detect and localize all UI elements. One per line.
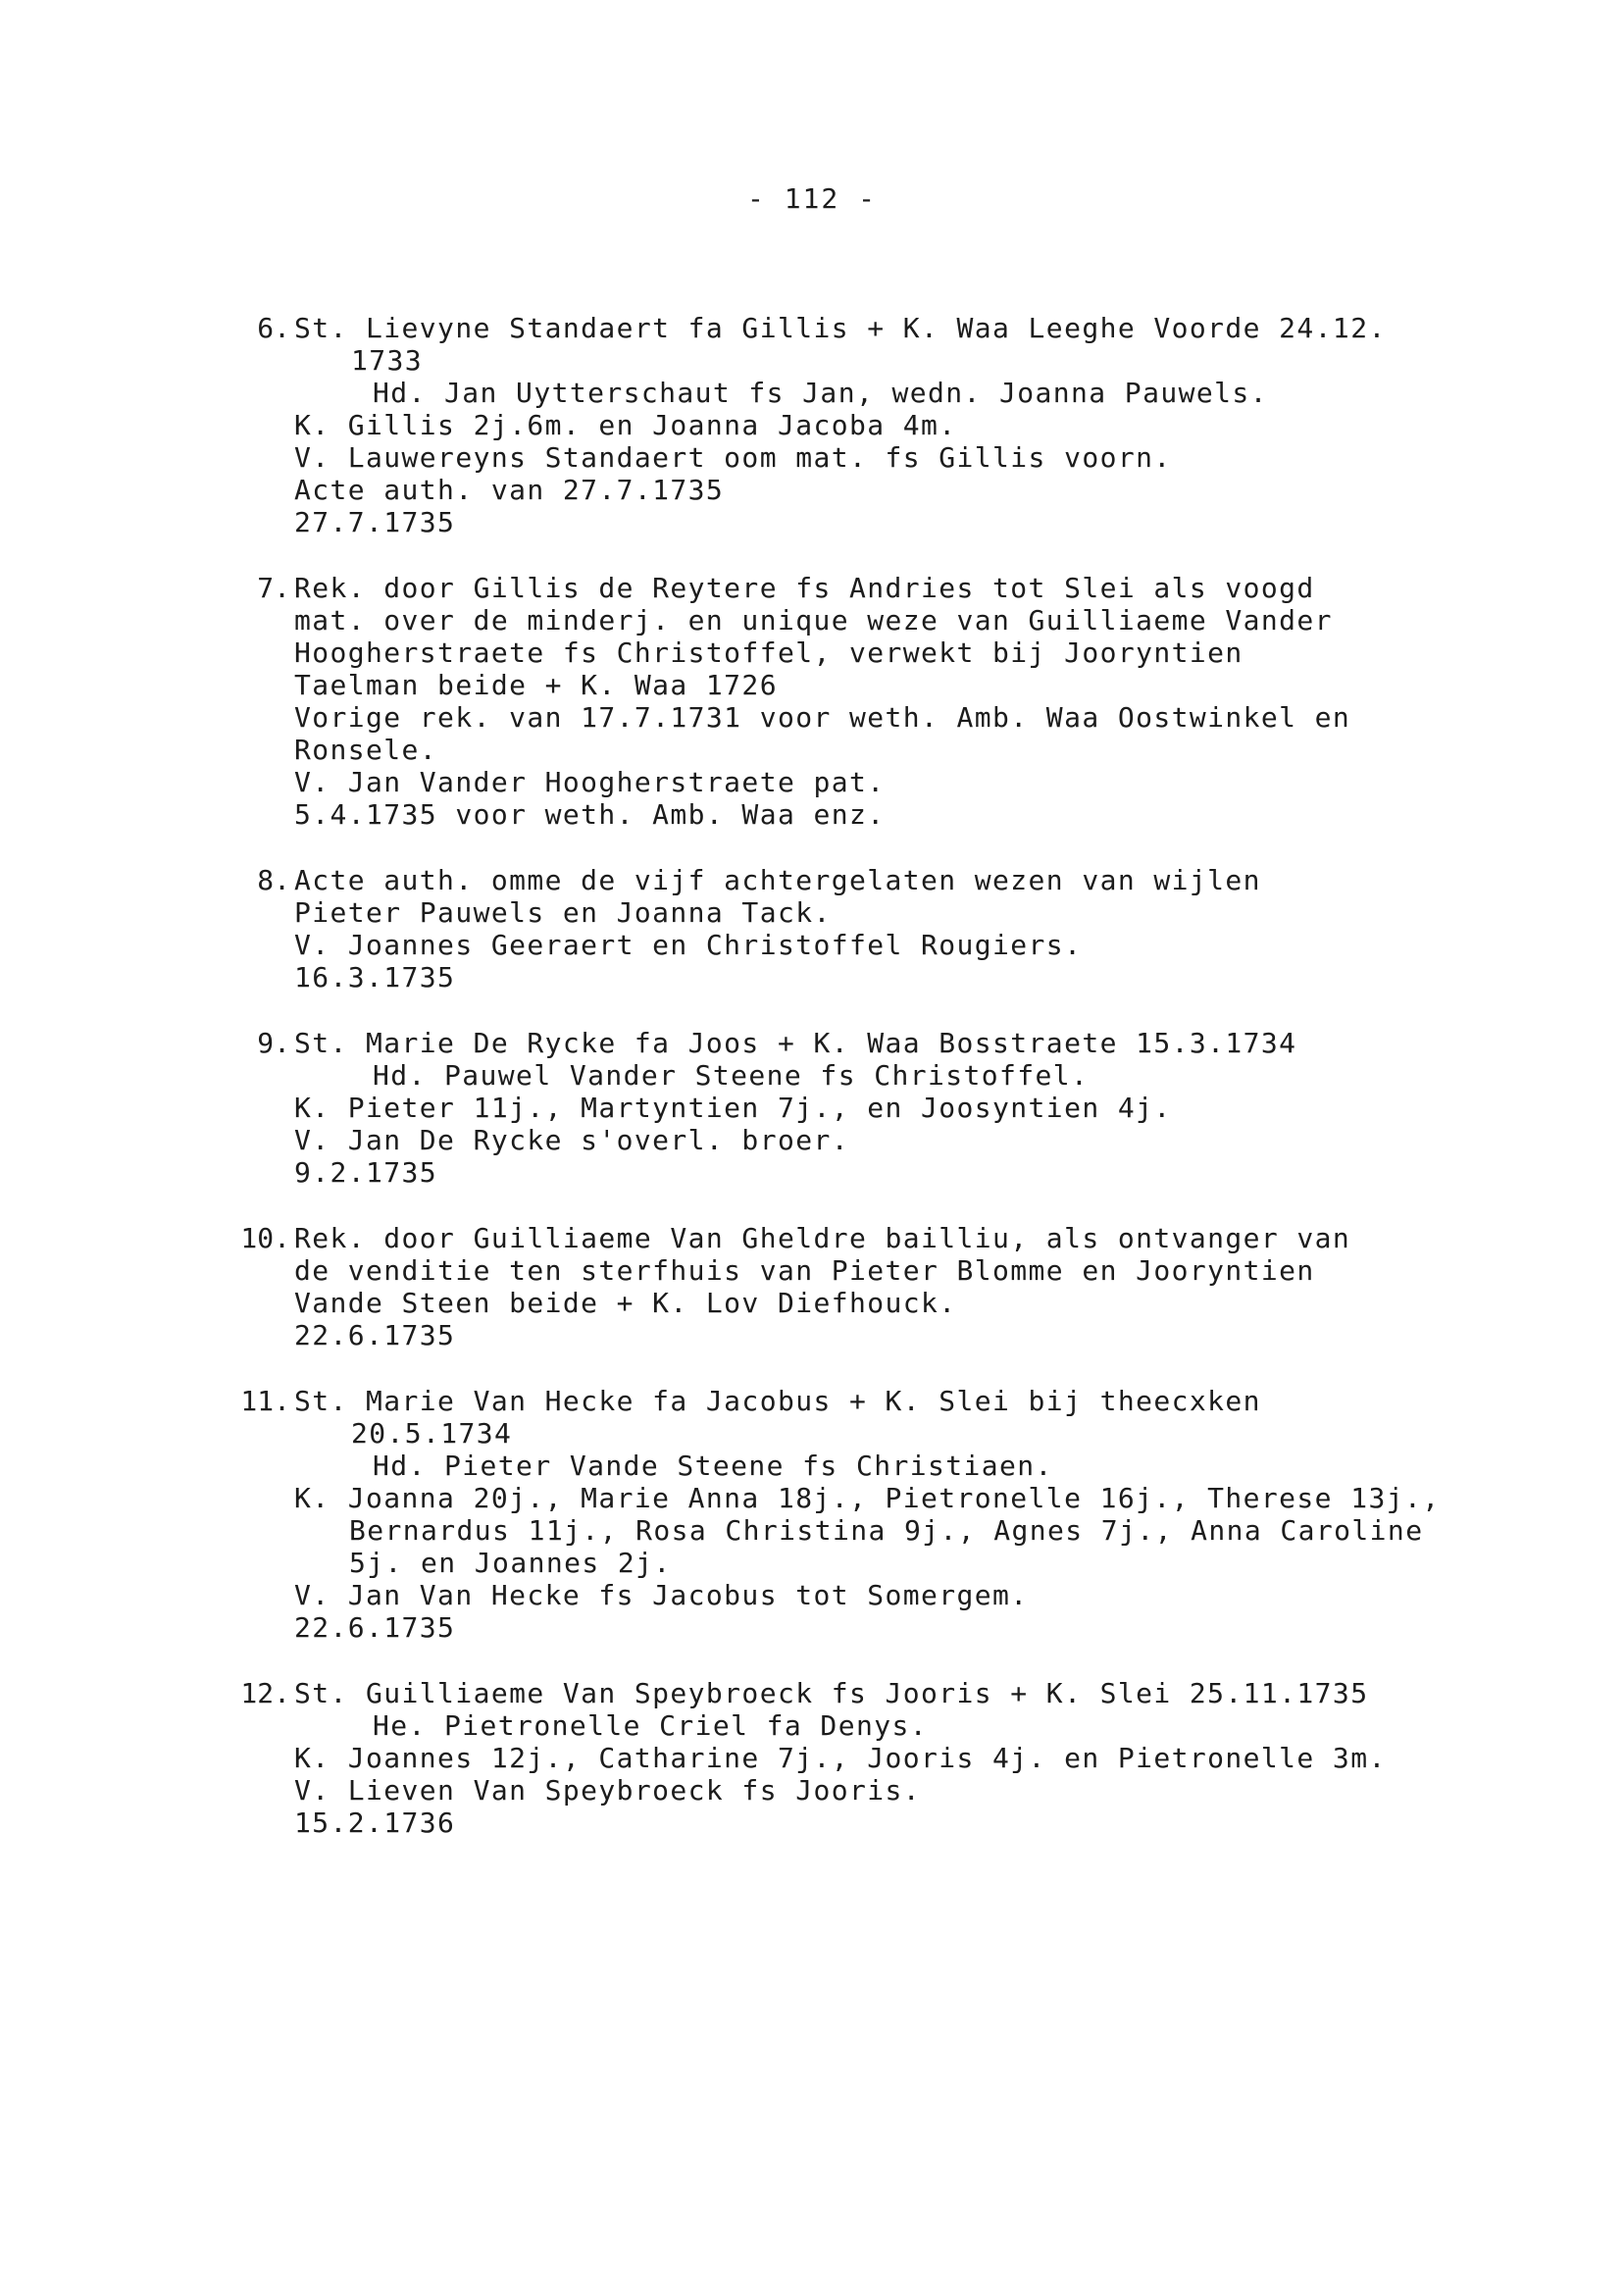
entry-line: Hd. Pieter Vande Steene fs Christiaen. (373, 1450, 1053, 1482)
entry-line: 20.5.1734 (351, 1417, 513, 1450)
entry-line: 1733 (351, 344, 424, 377)
entry-line: Rek. door Guilliaeme Van Gheldre bailliu, als ontvanger van (294, 1222, 1351, 1254)
entry-line: He. Pietronelle Criel fa Denys. (373, 1709, 928, 1742)
entry-line: Ronsele. (294, 734, 438, 766)
entry-line: Hoogherstraete fs Christoffel, verwekt bij Jooryntien (294, 636, 1243, 669)
entry-line: Acte auth. omme de vijf achtergelaten wezen van wijlen (294, 864, 1261, 896)
entry-line: 22.6.1735 (294, 1611, 456, 1644)
entry-number: 10. (240, 1222, 290, 1254)
entry-line: St. Marie De Rycke fa Joos + K. Waa Bosstraete 15.3.1734 (294, 1027, 1297, 1059)
entry-list (0, 312, 1624, 1872)
entry-line: 5.4.1735 voor weth. Amb. Waa enz. (294, 798, 886, 831)
entry (0, 1385, 1624, 1644)
entry-line: K. Gillis 2j.6m. en Joanna Jacoba 4m. (294, 409, 957, 441)
entry-number: 6. (257, 312, 290, 344)
entry (0, 1222, 1624, 1351)
entry-number: 9. (257, 1027, 290, 1059)
entry (0, 312, 1624, 538)
entry-line: 16.3.1735 (294, 961, 456, 993)
entry-number: 8. (257, 864, 290, 896)
entry-line: Hd. Pauwel Vander Steene fs Christoffel. (373, 1059, 1090, 1092)
entry-line: Taelman beide + K. Waa 1726 (294, 669, 778, 701)
entry-line: St. Guilliaeme Van Speybroeck fs Jooris + K. Slei 25.11.1735 (294, 1677, 1369, 1709)
entry-line: 9.2.1735 (294, 1156, 438, 1189)
entry-line: Vande Steen beide + K. Lov Diefhouck. (294, 1287, 957, 1319)
entry-line: V. Lieven Van Speybroeck fs Jooris. (294, 1774, 922, 1807)
entry-line: K. Joanna 20j., Marie Anna 18j., Pietronelle 16j., Therese 13j., (294, 1482, 1441, 1514)
entry (0, 1027, 1624, 1189)
entry-line: St. Lievyne Standaert fa Gillis + K. Waa Leeghe Voorde 24.12. (294, 312, 1387, 344)
entry-line: 15.2.1736 (294, 1807, 456, 1839)
entry (0, 864, 1624, 993)
page-number: - 112 - (746, 182, 877, 215)
entry-line: Rek. door Gillis de Reytere fs Andries tot Slei als voogd (294, 572, 1315, 604)
entry-line: V. Joannes Geeraert en Christoffel Rougiers. (294, 929, 1083, 961)
entry-line: V. Jan Van Hecke fs Jacobus tot Somergem. (294, 1579, 1029, 1611)
entry-number: 12. (240, 1677, 290, 1709)
entry-line: Vorige rek. van 17.7.1731 voor weth. Amb. Waa Oostwinkel en (294, 701, 1351, 734)
entry-line: K. Joannes 12j., Catharine 7j., Jooris 4j. en Pietronelle 3m. (294, 1742, 1387, 1774)
entry-line: St. Marie Van Hecke fa Jacobus + K. Slei bij theecxken (294, 1385, 1261, 1417)
entry (0, 1677, 1624, 1839)
entry-line: de venditie ten sterfhuis van Pieter Blomme en Jooryntien (294, 1254, 1315, 1287)
entry-line: 27.7.1735 (294, 506, 456, 538)
entry-line: 5j. en Joannes 2j. (349, 1547, 672, 1579)
entry-line: Pieter Pauwels en Joanna Tack. (294, 896, 832, 929)
entry-line: V. Jan Vander Hoogherstraete pat. (294, 766, 886, 798)
entry-line: Bernardus 11j., Rosa Christina 9j., Agnes 7j., Anna Caroline (349, 1514, 1424, 1547)
entry-line: V. Jan De Rycke s'overl. broer. (294, 1124, 849, 1156)
entry-number: 7. (257, 572, 290, 604)
entry-number: 11. (240, 1385, 290, 1417)
entry-line: Hd. Jan Uytterschaut fs Jan, wedn. Joanna Pauwels. (373, 377, 1268, 409)
entry-line: mat. over de minderj. en unique weze van Guilliaeme Vander (294, 604, 1333, 636)
entry-line: V. Lauwereyns Standaert oom mat. fs Gillis voorn. (294, 441, 1172, 474)
entry-line: 22.6.1735 (294, 1319, 456, 1351)
entry (0, 572, 1624, 831)
entry-line: Acte auth. van 27.7.1735 (294, 474, 725, 506)
entry-line: K. Pieter 11j., Martyntien 7j., en Joosyntien 4j. (294, 1092, 1172, 1124)
